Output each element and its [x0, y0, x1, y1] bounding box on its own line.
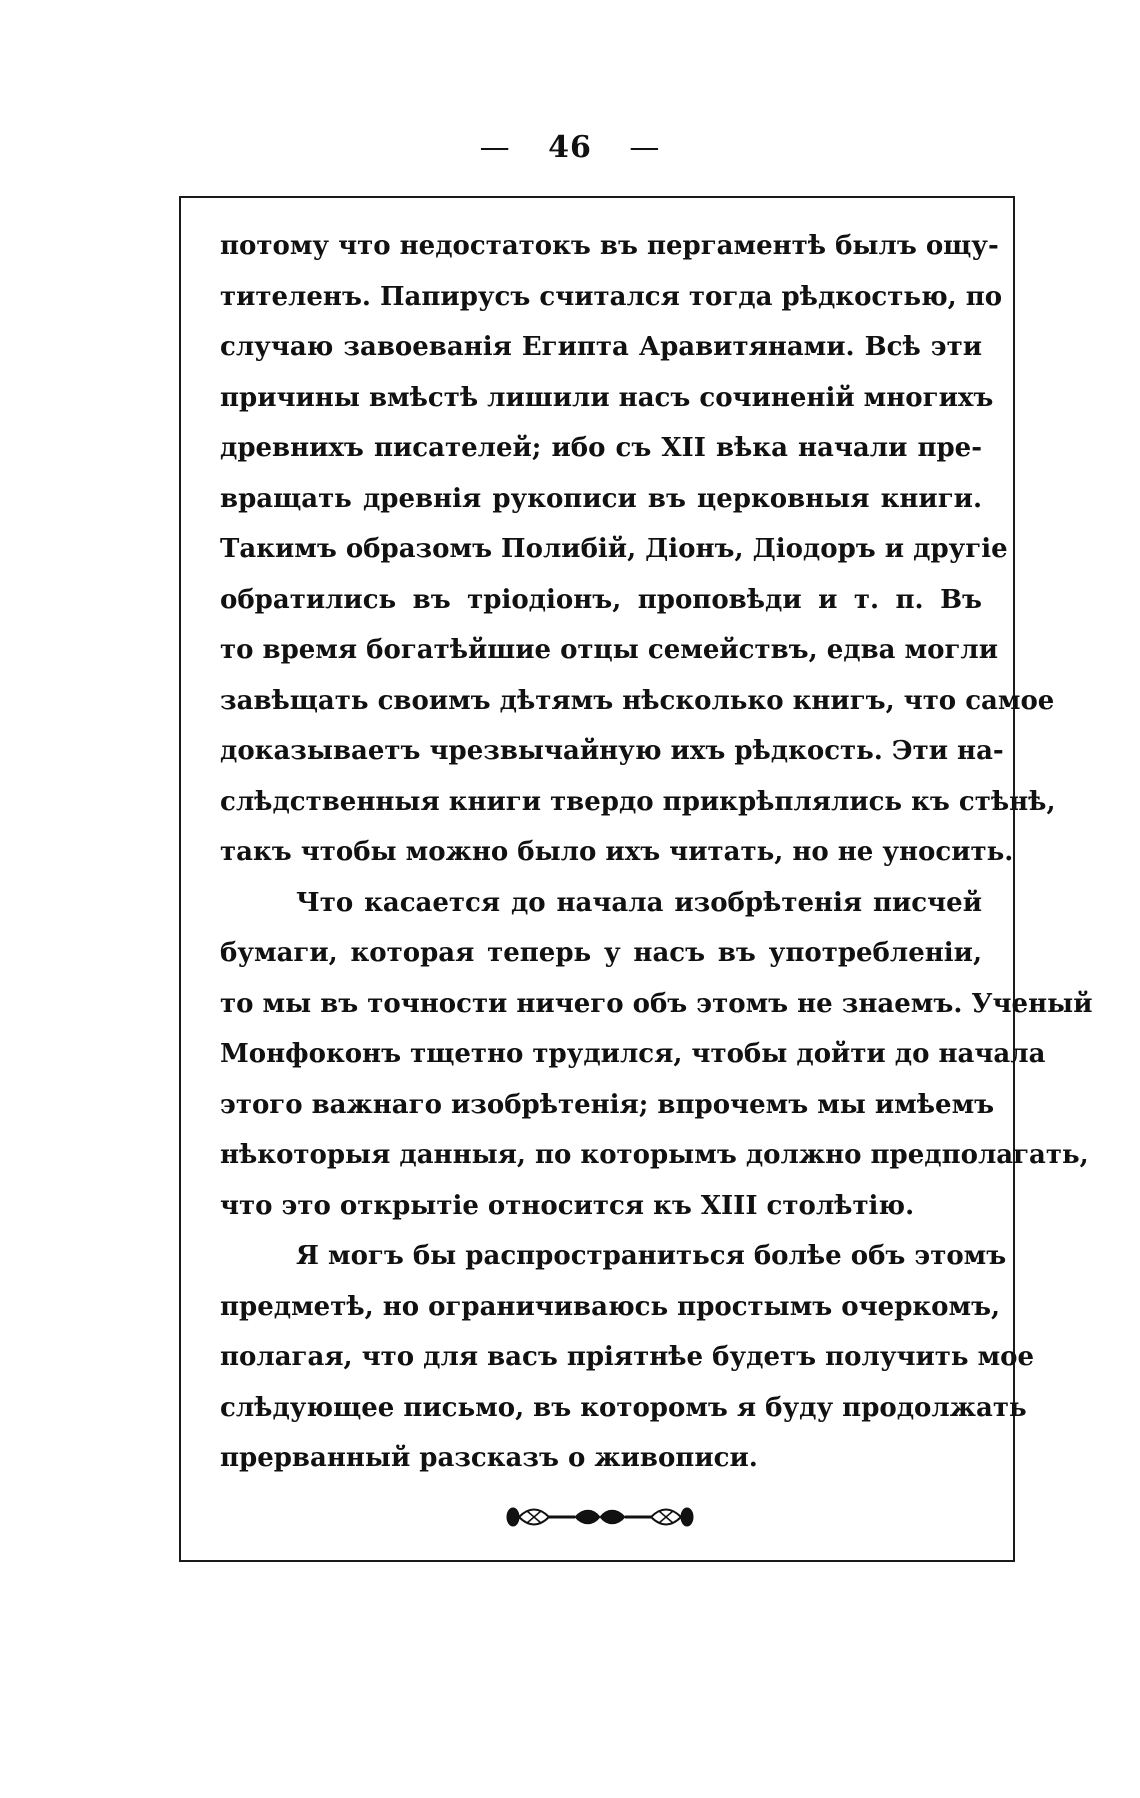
decorative-flourish-icon: [505, 1505, 695, 1529]
text-line: бумаги, которая теперь у насъ въ употребленіи,: [220, 938, 982, 968]
text-line: прерванный разсказъ о живописи.: [220, 1443, 758, 1473]
text-line: тителенъ. Папирусъ считался тогда рѣдкостью, по: [220, 281, 1003, 312]
text-line: то мы въ точности ничего объ этомъ не знаемъ. Ученый: [220, 988, 1093, 1019]
body-text: [220, 221, 1093, 1484]
text-line: вращать древнія рукописи въ церковныя книги.: [220, 483, 982, 514]
text-line: предметѣ, но ограничиваюсь простымъ очеркомъ,: [220, 1291, 1001, 1322]
text-line: доказываетъ чрезвычайную ихъ рѣдкость. Эти на-: [220, 736, 1004, 766]
text-line: что это открытіе относится къ XIII столѣтію.: [220, 1190, 915, 1221]
page-number-dash-left: —: [479, 130, 511, 165]
text-line: Я могъ бы распространиться болѣе объ этомъ: [296, 1241, 1007, 1271]
text-line: такъ чтобы можно было ихъ читать, но не уносить.: [220, 837, 1014, 867]
page-number-header: [0, 130, 1140, 165]
text-line: нѣкоторыя данныя, по которымъ должно предполагать,: [220, 1140, 1089, 1170]
text-line: Такимъ образомъ Полибій, Діонъ, Діодоръ и другіе: [220, 534, 1008, 564]
text-line: Что касается до начала изобрѣтенія писчей: [296, 887, 982, 918]
text-line: обратились въ тріодіонъ, проповѣди и т. п. Въ: [220, 584, 982, 615]
text-line: случаю завоеванія Египта Аравитянами. Всѣ эти: [220, 332, 982, 362]
text-line: слѣдственныя книги твердо прикрѣплялись къ стѣнѣ,: [220, 786, 1056, 817]
page-number-dash-right: —: [629, 130, 661, 165]
text-line: завѣщать своимъ дѣтямъ нѣсколько книгъ, что самое: [220, 685, 1055, 716]
text-line: полагая, что для васъ пріятнѣе будетъ получить мое: [220, 1342, 1035, 1372]
text-line: потому что недостатокъ въ пергаментѣ былъ ощу-: [220, 231, 999, 261]
text-line: древнихъ писателей; ибо съ XII вѣка начали пре-: [220, 433, 982, 463]
page-number: 46: [548, 130, 592, 165]
text-line: Монфоконъ тщетно трудился, чтобы дойти до начала: [220, 1039, 1046, 1069]
text-line: то время богатѣйшие отцы семействъ, едва могли: [220, 635, 999, 665]
text-line: причины вмѣстѣ лишили насъ сочиненій многихъ: [220, 382, 994, 413]
text-line: этого важнаго изобрѣтенія; впрочемъ мы имѣемъ: [220, 1089, 995, 1120]
text-line: слѣдующее письмо, въ которомъ я буду продолжать: [220, 1392, 1027, 1423]
